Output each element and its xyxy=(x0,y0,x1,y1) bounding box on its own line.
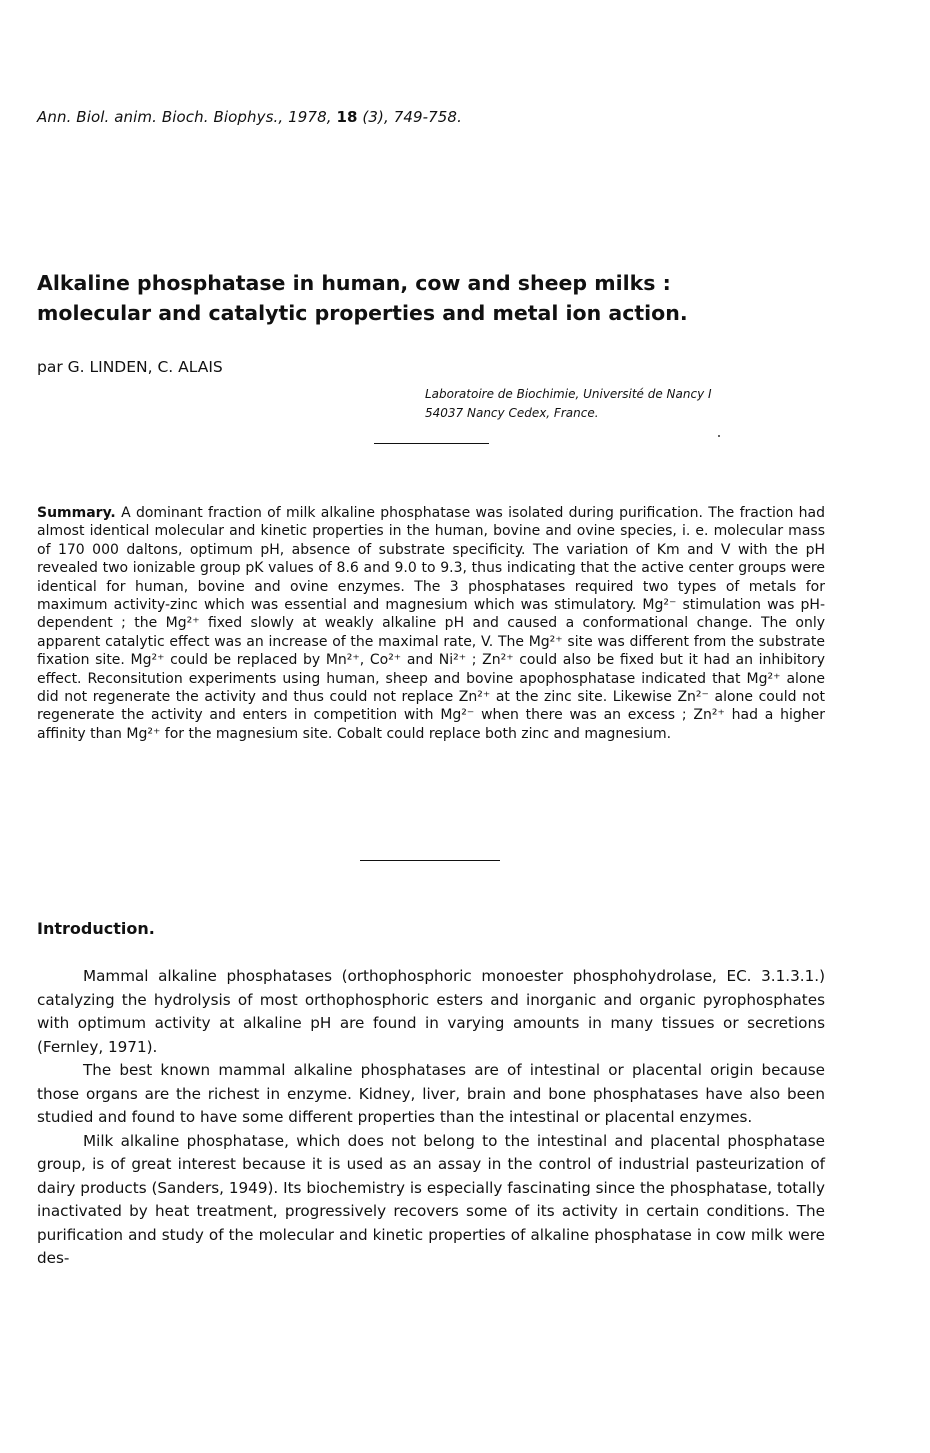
separator-rule xyxy=(374,443,489,444)
affiliation xyxy=(425,385,712,423)
journal-name: Ann. Biol. anim. Bioch. Biophys., 1978, xyxy=(37,108,332,126)
introduction-heading: Introduction. xyxy=(37,919,155,938)
introduction-body xyxy=(37,965,825,1271)
summary-section xyxy=(37,504,825,743)
journal-volume: 18 xyxy=(336,108,358,126)
journal-issue-pages: (3), 749-758. xyxy=(362,108,462,126)
title-line-2: molecular and catalytic properties and metal ion action. xyxy=(37,301,688,325)
title-line-1: Alkaline phosphatase in human, cow and sheep milks : xyxy=(37,271,671,295)
paragraph: The best known mammal alkaline phosphatases are of intestinal or placental origin because those organs are the richest in enzyme. Kidney, liver, brain and bone phosphatases have also been studied and found to have some different properties than the intestinal or placental enzymes. xyxy=(37,1061,825,1126)
speck xyxy=(718,435,720,437)
summary-label: Summary. xyxy=(37,505,116,521)
paragraph: Milk alkaline phosphatase, which does not belong to the intestinal and placental phosphatase group, is of great interest because it is used as an assay in the control of industrial pasteurization of dairy products (Sanders, 1949). Its biochemistry is especially fascinating since the phosphatase, totally inactivated by heat treatment, progressively recovers some of its activity in certain conditions. The purification and study of the molecular and kinetic properties of alkaline phosphatase in cow milk were des- xyxy=(37,1131,825,1267)
journal-reference xyxy=(37,108,462,126)
separator-rule xyxy=(360,860,500,861)
article-title xyxy=(37,268,897,328)
summary-text: A dominant fraction of milk alkaline phosphatase was isolated during purification. The fraction had almost identical molecular and kinetic properties in the human, bovine and ovine species, i. e. molecular mass of 170 000 daltons, optimum pH, absence of substrate specificity. The variation of Km and V with the pH revealed two ionizable group pK values of 8.6 and 9.0 to 9.3, thus indicating that the active center groups were identical for human, bovine and ovine enzymes. The 3 phosphatases required two types of metals for maximum activity-zinc which was essential and magnesium which was stimulatory. Mg²⁻ stimulation was pH-dependent ; the Mg²⁺ fixed slowly at weakly alkaline pH and caused a conformational change. The only apparent catalytic effect was an increase of the maximal rate, V. The Mg²⁺ site was different from the substrate fixation site. Mg²⁺ could be replaced by Mn²⁺, Co²⁺ and Ni²⁺ ; Zn²⁺ could also be fixed but it had an inhibitory effect. Reconsitution experiments using human, sheep and bovine apophosphatase indicated that Mg²⁺ alone did not regenerate the activity and thus could not replace Zn²⁺ at the zinc site. Likewise Zn²⁻ alone could not regenerate the activity and enters in competition with Mg²⁻ when there was an excess ; Zn²⁺ had a higher affinity than Mg²⁺ for the magnesium site. Cobalt could replace both zinc and magnesium. xyxy=(37,505,825,742)
affiliation-line-1: Laboratoire de Biochimie, Université de Nancy I xyxy=(425,387,712,401)
authors: par G. LINDEN, C. ALAIS xyxy=(37,358,223,376)
paragraph: Mammal alkaline phosphatases (orthophosphoric monoester phosphohydrolase, EC. 3.1.3.1.) catalyzing the hydrolysis of most orthophosphoric esters and inorganic and organic pyrophosphates with optimum activity at alkaline pH are found in varying amounts in many tissues or secretions (Fernley, 1971). xyxy=(37,967,825,1056)
affiliation-line-2: 54037 Nancy Cedex, France. xyxy=(425,406,599,420)
